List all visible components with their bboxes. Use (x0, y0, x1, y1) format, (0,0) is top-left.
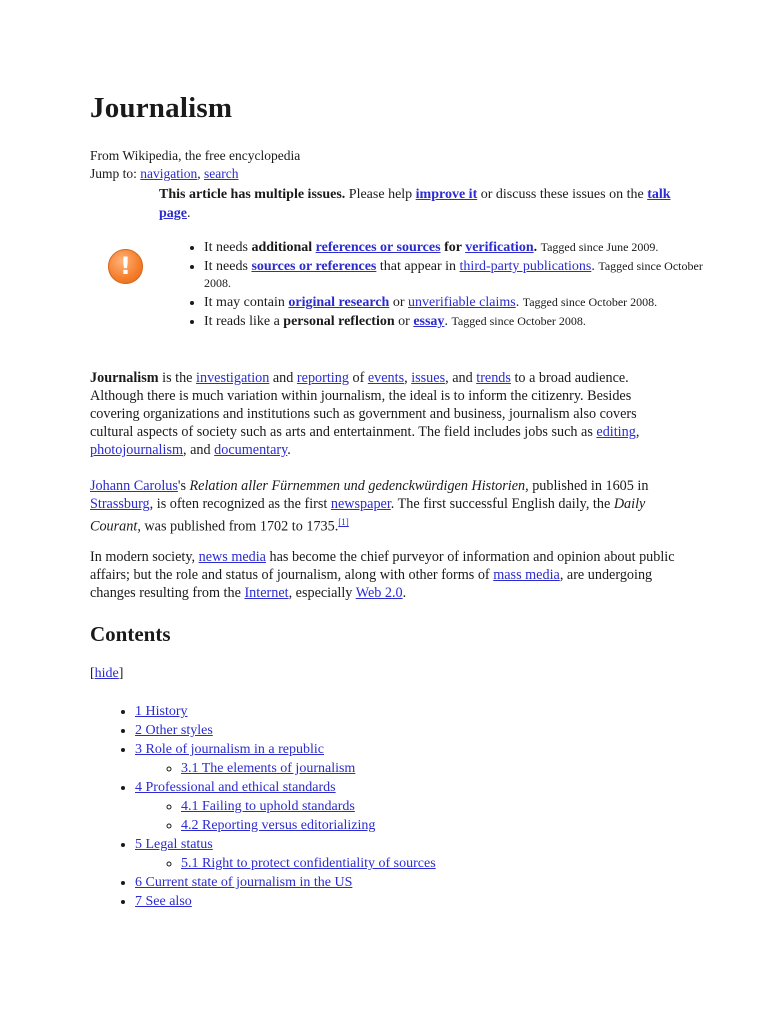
jump-navigation-link[interactable]: navigation (140, 166, 198, 181)
article-link[interactable]: trends (476, 370, 511, 386)
article-link[interactable]: issues (411, 370, 446, 386)
article-link[interactable]: documentary (214, 442, 288, 458)
toc-item (135, 835, 436, 873)
article-link[interactable]: newspaper (330, 496, 391, 512)
article-link[interactable]: Strassburg (90, 496, 150, 512)
toc-link[interactable]: 4.2 Reporting versus editorializing (181, 818, 376, 833)
intro-paragraph: Journalism is the investigation and reporting of events, issues, and trends to a broad audience. Although there is much variation within journalism, the ideal is to inform the citizenry. Besides covering organizations and institutions such as government and business, journalism also covers cultural aspects of society such as arts and entertainment. The field includes jobs such as editing, photojournalism, and documentary. (90, 370, 640, 458)
toc-subitem (181, 797, 436, 816)
toc-subitem (181, 759, 436, 778)
article-link[interactable]: investigation (196, 370, 270, 386)
toc-item (135, 740, 436, 778)
toc-link[interactable]: 4.1 Failing to uphold standards (181, 799, 355, 814)
page-title: Journalism (90, 92, 233, 124)
issues-box (159, 185, 699, 223)
talk-page-link[interactable]: talk page (159, 187, 671, 221)
toc-link[interactable]: 7 See also (135, 894, 192, 909)
article-link[interactable]: photojournalism (90, 442, 184, 458)
issue-link[interactable]: sources or references (251, 259, 377, 274)
issues-intro: This article has multiple issues. Please help improve it or discuss these issues on the talk page. (159, 187, 671, 221)
issue-link[interactable]: unverifiable claims (408, 295, 516, 310)
toc-hide-link[interactable]: hide (94, 666, 119, 681)
toc-toggle: [hide] (90, 666, 124, 681)
article-link[interactable]: Web 2.0 (355, 585, 403, 601)
article-link[interactable]: Internet (244, 585, 289, 601)
issue-link[interactable]: original research (288, 295, 390, 310)
issue-link[interactable]: essay (413, 314, 445, 329)
toc-item (135, 721, 436, 740)
improve-link[interactable]: improve it (415, 187, 478, 202)
toc-subitem (181, 816, 436, 835)
article-link[interactable]: news media (198, 549, 266, 565)
issue-item: • It needs additional references or sources for verification. Tagged since June 2009. (204, 239, 724, 256)
article-link[interactable]: reporting (296, 370, 349, 386)
article-link[interactable]: editing (596, 424, 636, 440)
issue-item: • It reads like a personal reflection or essay. Tagged since October 2008. (204, 313, 724, 330)
issue-link[interactable]: references or sources (315, 240, 441, 255)
site-meta (90, 147, 300, 183)
jump-search-link[interactable]: search (204, 166, 239, 181)
toc-link[interactable]: 3 Role of journalism in a republic (135, 742, 324, 757)
modern-paragraph: In modern society, news media has become the chief purveyor of information and opinion about public affairs; but the role and status of journalism, along with other forms of mass media, are undergoing changes resulting from the Internet, especially Web 2.0. (90, 549, 675, 601)
jump-to: Jump to: navigation, search (90, 166, 239, 181)
toc-item (135, 892, 436, 911)
issues-list (182, 239, 724, 332)
article-link[interactable]: Johann Carolus (90, 478, 178, 494)
toc-link[interactable]: 4 Professional and ethical standards (135, 780, 336, 795)
toc-link[interactable]: 3.1 The elements of journalism (181, 761, 356, 776)
toc-link[interactable]: 5.1 Right to protect confidentiality of sources (181, 856, 436, 871)
warning-exclamation-icon: ! (108, 249, 143, 284)
issue-link[interactable]: verification (465, 240, 534, 255)
contents-heading: Contents (90, 622, 171, 646)
issue-item: • It may contain original research or unverifiable claims. Tagged since October 2008. (204, 294, 724, 311)
toc-item (135, 778, 436, 835)
article-link[interactable]: events (367, 370, 405, 386)
toc-item (135, 873, 436, 892)
toc-link[interactable]: 6 Current state of journalism in the US (135, 875, 353, 890)
toc-item (135, 702, 436, 721)
toc-link[interactable]: 1 History (135, 704, 188, 719)
toc-list (113, 702, 436, 911)
issue-item: • It needs sources or references that appear in third-party publications. Tagged since October 2008. (204, 258, 724, 292)
toc-link[interactable]: 5 Legal status (135, 837, 213, 852)
toc-subitem (181, 854, 436, 873)
site-tagline: From Wikipedia, the free encyclopedia (90, 148, 301, 163)
issue-link[interactable]: third-party publications (459, 259, 592, 274)
article-link[interactable]: mass media (493, 567, 560, 583)
history-paragraph: Johann Carolus's Relation aller Fürnemmen und gedenckwürdigen Historien, published in 1605 in Strassburg, is often recognized as the first newspaper. The first successful English daily, the Daily Courant, was published from 1702 to 1735.[1] (90, 478, 649, 535)
reference-link[interactable]: [1] (338, 517, 349, 527)
toc-link[interactable]: 2 Other styles (135, 723, 213, 738)
